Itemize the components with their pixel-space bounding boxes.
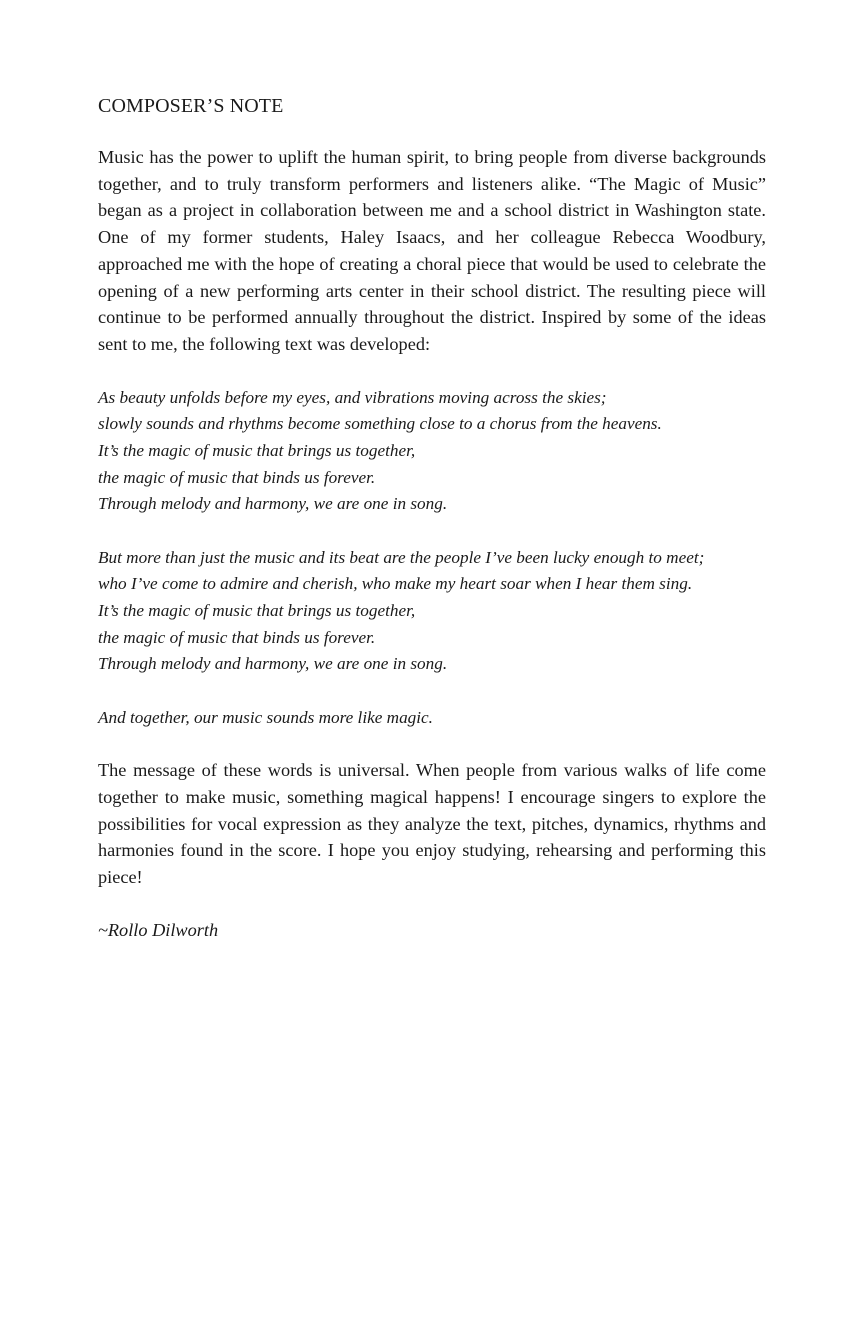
spacer bbox=[98, 358, 766, 385]
spacer bbox=[98, 891, 766, 918]
spacer bbox=[98, 731, 766, 757]
lyric-line: Through melody and harmony, we are one in song. bbox=[98, 494, 448, 514]
lyric-line: the magic of music that binds us forever. bbox=[98, 467, 376, 487]
lyric-line: who I’ve come to admire and cherish, who make my heart soar when I hear them sing. bbox=[98, 574, 693, 594]
lyric-line: As beauty unfolds before my eyes, and vibrations moving across the skies; bbox=[98, 387, 607, 407]
spacer bbox=[98, 678, 766, 705]
lyric-line: slowly sounds and rhythms become something close to a chorus from the heavens. bbox=[98, 414, 662, 434]
lyric-line: It’s the magic of music that brings us together, bbox=[98, 601, 416, 621]
lyric-line: But more than just the music and its beat are the people I’ve been lucky enough to meet; bbox=[98, 547, 705, 567]
lyric-line: the magic of music that binds us forever. bbox=[98, 627, 376, 647]
lyric-line: It’s the magic of music that brings us together, bbox=[98, 441, 416, 461]
lyric-line: And together, our music sounds more like magic. bbox=[98, 707, 433, 727]
spacer bbox=[98, 518, 766, 545]
lyrics-stanza-2 bbox=[98, 545, 766, 679]
document-page bbox=[98, 92, 766, 944]
signature: ~Rollo Dilworth bbox=[98, 920, 219, 941]
lyrics-coda bbox=[98, 705, 766, 732]
lyric-line: Through melody and harmony, we are one in song. bbox=[98, 654, 448, 674]
page-title: COMPOSER’S NOTE bbox=[98, 95, 284, 117]
lyrics-stanza-1 bbox=[98, 385, 766, 519]
closing-paragraph: The message of these words is universal. When people from various walks of life come together to make music, something magical happens! I encourage singers to explore the possibilities for vocal expression as they analyze the text, pitches, dynamics, rhythms and harmonies found in the score. I hope you enjoy studying, rehearsing and performing this piece! bbox=[98, 760, 766, 888]
intro-paragraph: Music has the power to uplift the human spirit, to bring people from diverse backgrounds together, and to truly transform performers and listeners alike. “The Magic of Music” began as a project in collaboration between me and a school district in Washington state. One of my former students, Haley Isaacs, and her colleague Rebecca Woodbury, approached me with the hope of creating a choral piece that would be used to celebrate the opening of a new performing arts center in their school district. The resulting piece will continue to be performed annually throughout the district. Inspired by some of the ideas sent to me, the following text was developed: bbox=[98, 147, 766, 354]
